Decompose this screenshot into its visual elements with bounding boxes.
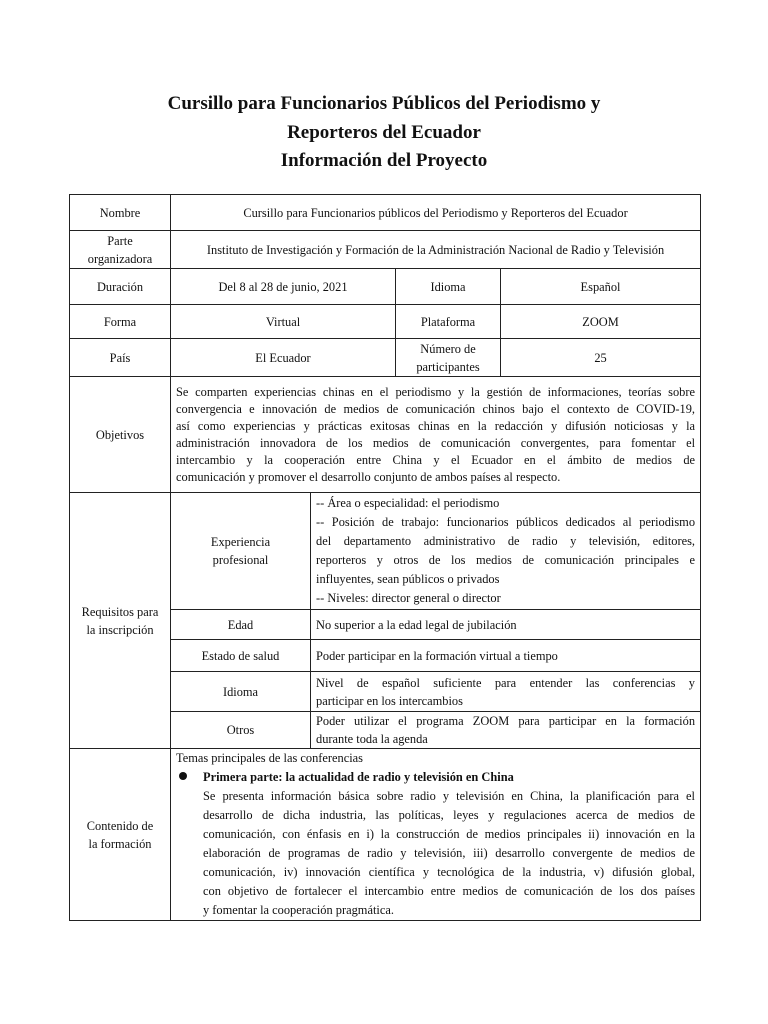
row-nombre: [70, 195, 701, 231]
salud-label: Estado de salud: [171, 640, 311, 672]
row-duracion: [70, 269, 701, 305]
row-objetivos: [70, 377, 701, 493]
row-contenido: [70, 749, 701, 921]
plataforma-value: ZOOM: [501, 305, 701, 339]
requisitos-label-line2: la inscripción: [86, 622, 154, 637]
row-forma: [70, 305, 701, 339]
nombre-label: Nombre: [70, 195, 171, 231]
objetivos-line: convergencia e innovación de medios de comunicación chinos bajo el contexto de COVID-19,: [176, 401, 696, 416]
nombre-value: Cursillo para Funcionarios públicos del Periodismo y Reporteros del Ecuador: [171, 195, 701, 231]
title-line-3: Información del Proyecto: [280, 150, 488, 171]
organizadora-value: Instituto de Investigación y Formación de la Administración Nacional de Radio y Televisión: [171, 231, 701, 269]
objetivos-label: Objetivos: [70, 377, 171, 493]
pais-label: País: [70, 339, 171, 377]
plataforma-label: Plataforma: [396, 305, 501, 339]
forma-value: Virtual: [171, 305, 396, 339]
row-experiencia: [70, 493, 701, 610]
participantes-label-line1: Número de: [420, 341, 476, 356]
contenido-text: [171, 749, 701, 921]
contenido-line: comunicación, con énfasis en i) la construcción de medios principales ii) innovación en la: [203, 827, 696, 841]
objetivos-text: [171, 377, 701, 493]
contenido-line: y fomentar la cooperación pragmática.: [203, 903, 394, 917]
organizadora-label: [70, 231, 171, 269]
contenido-line: con objetivo de fortalecer el intercambio entre medios de comunicación de los dos países: [203, 884, 696, 898]
contenido-line: desarrollo de dicha industria, las políticas, leyes y regulaciones acerca de medios de: [203, 808, 696, 822]
duracion-label: Duración: [70, 269, 171, 305]
contenido-label-line2: la formación: [88, 836, 152, 851]
experiencia-label-line2: profesional: [212, 553, 269, 567]
otros-line: Poder utilizar el programa ZOOM para participar en la formación: [316, 714, 696, 728]
objetivos-line: administración innovadora de los medios de comunicación convergentes, para fomentar el: [176, 435, 696, 450]
edad-value: No superior a la edad legal de jubilación: [311, 610, 701, 640]
experiencia-line: del departamento administrativo de radio y televisión, editores,: [316, 534, 696, 548]
contenido-part1-body: [176, 787, 695, 920]
document-title: [0, 90, 768, 176]
otros-line: durante toda la agenda: [316, 732, 428, 746]
participantes-label: [396, 339, 501, 377]
experiencia-label-line1: Experiencia: [210, 535, 271, 549]
otros-text: [311, 712, 701, 749]
contenido-intro: Temas principales de las conferencias: [176, 751, 363, 765]
objetivos-line: así como experiencias y prácticas exitosas chinas en la redacción y difusión noticiosas y la: [176, 418, 696, 433]
requisitos-label: [70, 493, 171, 749]
experiencia-label: [171, 493, 311, 610]
idioma-req-line: Nivel de español suficiente para entender las conferencias y: [316, 675, 696, 690]
edad-label: Edad: [171, 610, 311, 640]
objetivos-line: Se comparten experiencias chinas en el periodismo y la gestión de informaciones, teorías sobre: [176, 384, 696, 399]
participantes-label-line2: participantes: [416, 359, 480, 374]
contenido-line: comunicación, iv) innovación científica y tecnológica de la industria, v) difusión global,: [203, 865, 696, 879]
row-organizadora: [70, 231, 701, 269]
bullet-icon: [179, 772, 187, 780]
idioma-req-text: [311, 672, 701, 712]
experiencia-line: -- Niveles: director general o director: [316, 591, 501, 605]
title-line-1: Cursillo para Funcionarios Públicos del Periodismo y: [167, 93, 601, 114]
duracion-value: Del 8 al 28 de junio, 2021: [171, 269, 396, 305]
experiencia-text: [311, 493, 701, 610]
otros-label: Otros: [171, 712, 311, 749]
experiencia-line: reporteros y otros de los medios de comunicación principales e: [316, 553, 696, 567]
requisitos-label-line1: Requisitos para: [81, 604, 159, 619]
forma-label: Forma: [70, 305, 171, 339]
experiencia-line: -- Posición de trabajo: funcionarios públicos dedicados al periodismo: [316, 515, 696, 529]
contenido-line: elaboración de programas de radio y televisión, iii) desarrollo convergente de medios de: [203, 846, 696, 860]
contenido-part1-heading: [176, 768, 695, 787]
idioma-req-line: participar en los intercambios: [316, 693, 463, 708]
project-info-table: [69, 194, 701, 921]
idioma-req-label: Idioma: [171, 672, 311, 712]
row-pais: [70, 339, 701, 377]
experiencia-line: influyentes, sean públicos o privados: [316, 572, 500, 586]
experiencia-line: -- Área o especialidad: el periodismo: [316, 496, 500, 510]
contenido-part1-title: Primera parte: la actualidad de radio y televisión en China: [203, 770, 514, 784]
contenido-label: [70, 749, 171, 921]
contenido-label-line1: Contenido de: [86, 818, 154, 833]
pais-value: El Ecuador: [171, 339, 396, 377]
objetivos-line: comunicación y promover el desarrollo conjunto de ambos países al respecto.: [176, 469, 561, 484]
title-line-2: Reporteros del Ecuador: [287, 121, 481, 143]
contenido-line: Se presenta información básica sobre radio y televisión en China, la planificación para el: [203, 789, 696, 803]
idioma-label: Idioma: [396, 269, 501, 305]
objetivos-line: intercambio y la cooperación entre China y el Ecuador en el ámbito de medios de: [176, 452, 696, 467]
idioma-value: Español: [501, 269, 701, 305]
participantes-value: 25: [501, 339, 701, 377]
organizadora-label-line2: organizadora: [87, 251, 153, 266]
salud-value: Poder participar en la formación virtual a tiempo: [311, 640, 701, 672]
organizadora-label-line1: Parte: [107, 233, 133, 248]
